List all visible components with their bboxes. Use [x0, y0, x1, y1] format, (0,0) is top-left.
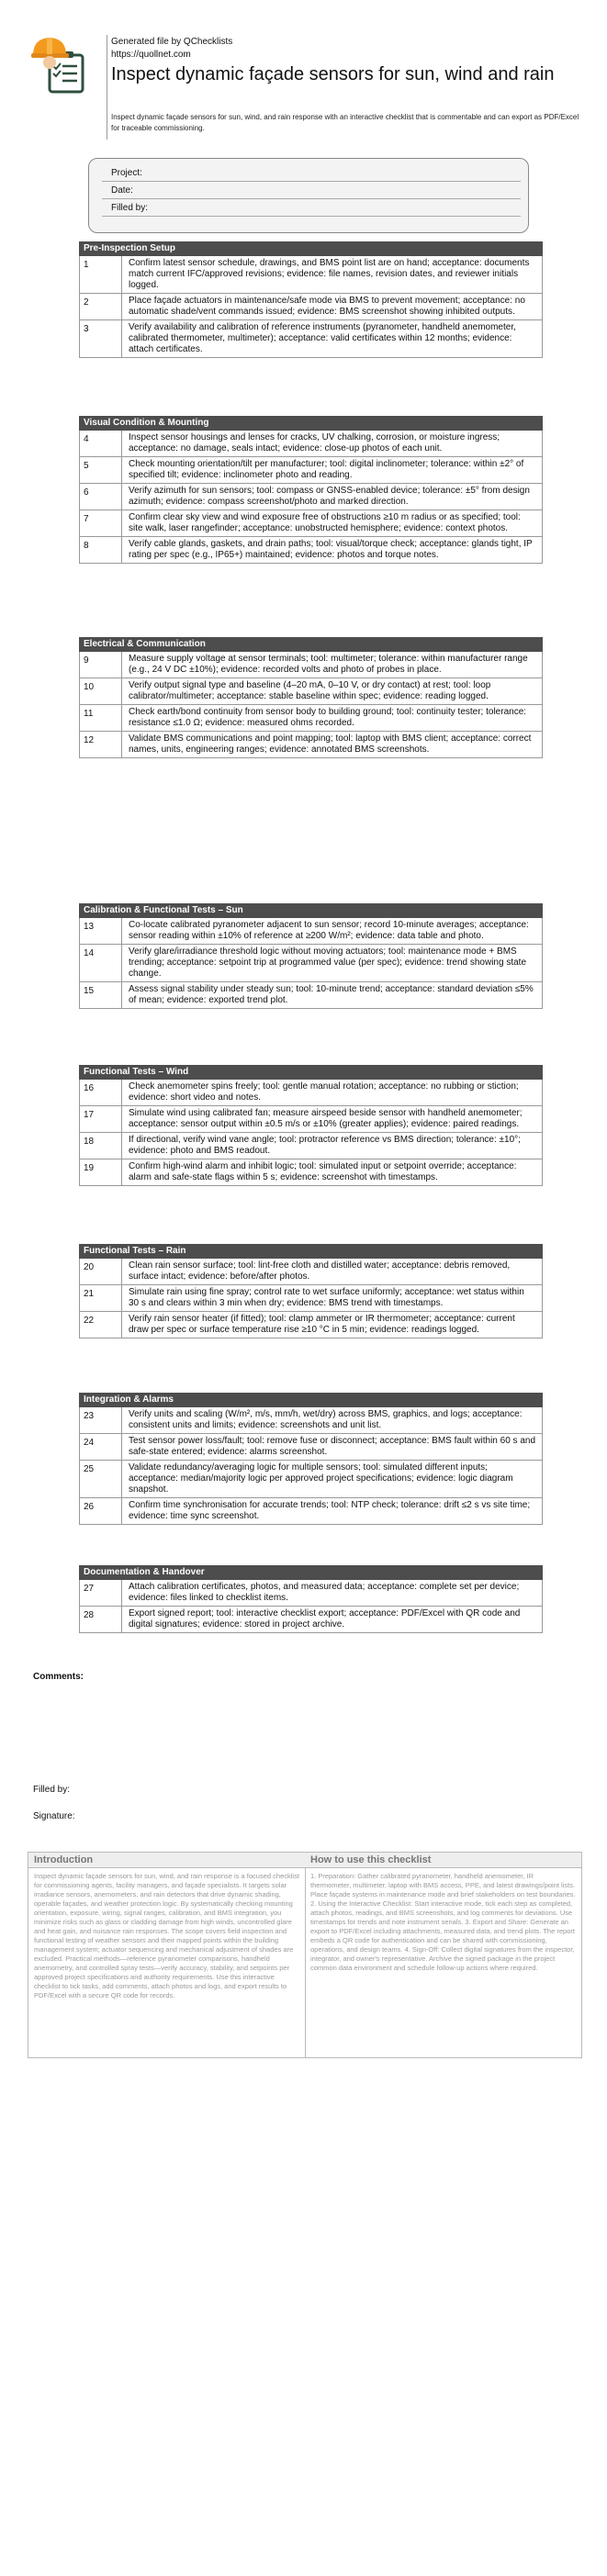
introduction-panel	[28, 1853, 306, 2057]
introduction-title: Introduction	[28, 1853, 305, 1868]
page-title: Inspect dynamic façade sensors for sun, wind and rain	[111, 64, 555, 84]
section-title: Calibration & Functional Tests – Sun	[79, 903, 543, 918]
checklist-item[interactable]: 23 Verify units and scaling (W/m², m/s, mm/h, wet/dry) across BMS, graphics, and logs; acceptance: consistent units and limits; evidence: screenshots and unit list.	[79, 1407, 543, 1434]
filled-by-field[interactable]: Filled by:	[102, 199, 521, 217]
introduction-text: Inspect dynamic façade sensors for sun, wind, and rain response is a focused checklist for commissioning agents, facility managers, and façade specialists. It targets solar irradiance sensors, anemometers, and rain detectors that drive dynamic shading, operable façades, and weather protection logic. By systematically checking mounting orientation, exposure, wiring, signal ranges, calibration, and BMS integration, you minimize risks such as glass or cladding damage from high winds, uncontrolled glare and heat gain, and nuisance rain responses. The scope covers field inspection and functional testing of weather sensors and their mapped points within the building management system; actuator sequencing and mechanical adjustment of shades are excluded. Practical methods—reference pyranometer comparisons, handheld anemometry, and controlled spray tests—verify accuracy, stability, and setpoints per approved project specifications and authority requirements. Use this interactive checklist to tick tasks, add comments, attach photos and logs, and export results to PDF/Excel with a secure QR code for records.	[34, 1872, 299, 1999]
info-box	[88, 158, 529, 233]
filled-by-label: Filled by:	[33, 1785, 71, 1795]
section-title: Integration & Alarms	[79, 1393, 543, 1407]
checklist-item[interactable]: 9 Measure supply voltage at sensor terminals; tool: multimeter; tolerance: within manufacturer range (e.g., 24 V DC ±10%); evidence: recorded volts and photo of probes in place.	[79, 652, 543, 678]
info-panels	[28, 1852, 582, 2058]
checklist-item[interactable]: 11 Check earth/bond continuity from sensor body to building ground; tool: continuity tester; tolerance: resistance ≤1.0 Ω; evidence: measured ohms recorded.	[79, 705, 543, 732]
checklist-item[interactable]: 18 If directional, verify wind vane angle; tool: protractor reference vs BMS direction; tolerance: ±10°; evidence: photo and BMS readout.	[79, 1133, 543, 1159]
section-wind-tests	[79, 1065, 543, 1186]
checklist-item[interactable]: 28 Export signed report; tool: interactive checklist export; acceptance: PDF/Excel with QR code and digital signatures; evidence: stored in project archive.	[79, 1607, 543, 1633]
site-url[interactable]: https://quollnet.com	[111, 50, 191, 60]
checklist-item[interactable]: 16 Check anemometer spins freely; tool: gentle manual rotation; acceptance: no rubbing or stiction; evidence: short video and notes.	[79, 1080, 543, 1106]
checklist-item[interactable]: 10 Verify output signal type and baseline (4–20 mA, 0–10 V, or dry contact) at rest; tool: loop calibrator/multimeter; acceptance: stable baseline within spec; evidence: reading logged.	[79, 678, 543, 705]
section-title: Electrical & Communication	[79, 637, 543, 652]
checklist-item[interactable]: 13 Co-locate calibrated pyranometer adjacent to sun sensor; record 10-minute averages; acceptance: sensor reading within ±10% of reference at ≥200 W/m²; evidence: data table and photo.	[79, 918, 543, 945]
how-to-text: 1. Preparation: Gather calibrated pyranometer, handheld anemometer, IR thermometer, multimeter, laptop with BMS access, PPE, and latest drawings/point lists. Place façade systems in maintenance mode and brief stakeholders on test boundaries. 2. Using the Interactive Checklist: Start interactive mode, tick each step as completed, attach photos, readings, and BMS screenshots, and log comments for deviations. Use timestamps for trends and note instrument serials. 3. Export and Share: Generate an export to PDF/Excel including attachments, measured data, and trend plots. The report embeds a QR code for authentication and can be shared with commissioning, operations, and design teams. 4. Sign-Off: Collect digital signatures from the inspector, integrator, and owner's representative. Archive the signed package in the project common data environment and schedule follow-up actions where required.	[310, 1872, 576, 1972]
section-title: Functional Tests – Wind	[79, 1065, 543, 1080]
checklist-item[interactable]: 15 Assess signal stability under steady sun; tool: 10-minute trend; acceptance: standard deviation ≤5% of mean; evidence: exported trend plot.	[79, 982, 543, 1009]
checklist-item[interactable]: 5 Check mounting orientation/tilt per manufacturer; tool: digital inclinometer; tolerance: within ±2° of specified tilt; evidence: inclinometer photo and reading.	[79, 457, 543, 484]
section-title: Pre-Inspection Setup	[79, 241, 543, 256]
section-title: Functional Tests – Rain	[79, 1244, 543, 1259]
section-pre-inspection	[79, 241, 543, 358]
project-field[interactable]: Project:	[102, 164, 521, 182]
generated-by: Generated file by QChecklists	[111, 37, 233, 47]
checklist-item[interactable]: 21 Simulate rain using fine spray; control rate to wet surface uniformly; acceptance: wet status within 30 s and clears within 3 min when dry; evidence: BMS trend with timestamps.	[79, 1285, 543, 1312]
checklist-item[interactable]: 12 Validate BMS communications and point mapping; tool: laptop with BMS client; acceptance: correct names, units, engineering ranges; evidence: annotated BMS screenshots.	[79, 732, 543, 758]
checklist-item[interactable]: 7 Confirm clear sky view and wind exposure free of obstructions ≥10 m radius or as specified; tool: site walk, laser rangefinder; acceptance: unobstructed hemisphere; evidence: context photos.	[79, 510, 543, 537]
page-description: Inspect dynamic façade sensors for sun, wind, and rain response with an interactive checklist that is commentable and can export as PDF/Excel for traceable commissioning.	[111, 113, 579, 132]
date-field[interactable]: Date:	[102, 182, 521, 199]
checklist-item[interactable]: 19 Confirm high-wind alarm and inhibit logic; tool: simulated input or setpoint override; acceptance: alarm and safe-state flags within 5 s; evidence: screenshot with timestamps.	[79, 1159, 543, 1186]
checklist-item[interactable]: 3 Verify availability and calibration of reference instruments (pyranometer, handheld anemometer, calibrated thermometer, multimeter); acceptance: valid certificates within 12 months; evidence: attach certificates.	[79, 320, 543, 358]
section-title: Documentation & Handover	[79, 1565, 543, 1580]
section-visual-condition	[79, 416, 543, 564]
checklist-item[interactable]: 2 Place façade actuators in maintenance/safe mode via BMS to prevent movement; acceptance: no automatic shade/vent commands issued; evidence: BMS screenshot showing inhibited outputs.	[79, 294, 543, 320]
checklist-item[interactable]: 6 Verify azimuth for sun sensors; tool: compass or GNSS-enabled device; tolerance: ±5° from design azimuth; evidence: compass screenshot/photo and marked direction.	[79, 484, 543, 510]
checklist-item[interactable]: 4 Inspect sensor housings and lenses for cracks, UV chalking, corrosion, or moisture ingress; acceptance: no damage, seals intact; evidence: close-up photos of each unit.	[79, 431, 543, 457]
checklist-item[interactable]: 20 Clean rain sensor surface; tool: lint-free cloth and distilled water; acceptance: debris removed, surface intact; evidence: before/after photos.	[79, 1259, 543, 1285]
checklist-item[interactable]: 27 Attach calibration certificates, photos, and measured data; acceptance: complete set per device; evidence: files linked to checklist items.	[79, 1580, 543, 1607]
section-electrical	[79, 637, 543, 758]
how-to-title: How to use this checklist	[305, 1853, 581, 1868]
checklist-item[interactable]: 26 Confirm time synchronisation for accurate trends; tool: NTP check; tolerance: drift ≤2 s vs site time; evidence: time sync screenshot.	[79, 1498, 543, 1525]
header	[31, 33, 582, 143]
section-title: Visual Condition & Mounting	[79, 416, 543, 431]
checklist-item[interactable]: 25 Validate redundancy/averaging logic for multiple sensors; tool: simulated different inputs; acceptance: median/majority logic per approved project specifications; evidence: logic diagram snapshot.	[79, 1461, 543, 1498]
checklist-item[interactable]: 8 Verify cable glands, gaskets, and drain paths; tool: visual/torque check; acceptance: glands tight, IP rating per spec (e.g., IP65+) maintained; evidence: photos and torque notes.	[79, 537, 543, 564]
checklist-helmet-logo-icon	[31, 35, 92, 94]
section-integration	[79, 1393, 543, 1525]
signature-label: Signature:	[33, 1811, 75, 1821]
checklist-item[interactable]: 22 Verify rain sensor heater (if fitted); tool: clamp ammeter or IR thermometer; acceptance: current draw per spec or surface temperature rise ≥10 °C in 5 min; evidence: readings logged.	[79, 1312, 543, 1338]
comments-label: Comments:	[33, 1672, 84, 1682]
section-sun-tests	[79, 903, 543, 1009]
how-to-panel	[305, 1853, 581, 2057]
checklist-item[interactable]: 14 Verify glare/irradiance threshold logic without moving actuators; tool: maintenance mode + BMS trending; acceptance: setpoint trip at programmed value (per spec); evidence: trend showing state change.	[79, 945, 543, 982]
checklist-item[interactable]: 17 Simulate wind using calibrated fan; measure airspeed beside sensor with handheld anemometer; acceptance: sensor output within ±0.5 m/s or ±10% (greater applies); evidence: paired readings.	[79, 1106, 543, 1133]
checklist-item[interactable]: 1 Confirm latest sensor schedule, drawings, and BMS point list are on hand; acceptance: documents match current IFC/approved revisions; evidence: file names, revision dates, and reviewer initials logged.	[79, 256, 543, 294]
checklist-item[interactable]: 24 Test sensor power loss/fault; tool: remove fuse or disconnect; acceptance: BMS fault within 60 s and safe-state entered; evidence: alarms screenshot.	[79, 1434, 543, 1461]
section-documentation	[79, 1565, 543, 1633]
section-rain-tests	[79, 1244, 543, 1338]
